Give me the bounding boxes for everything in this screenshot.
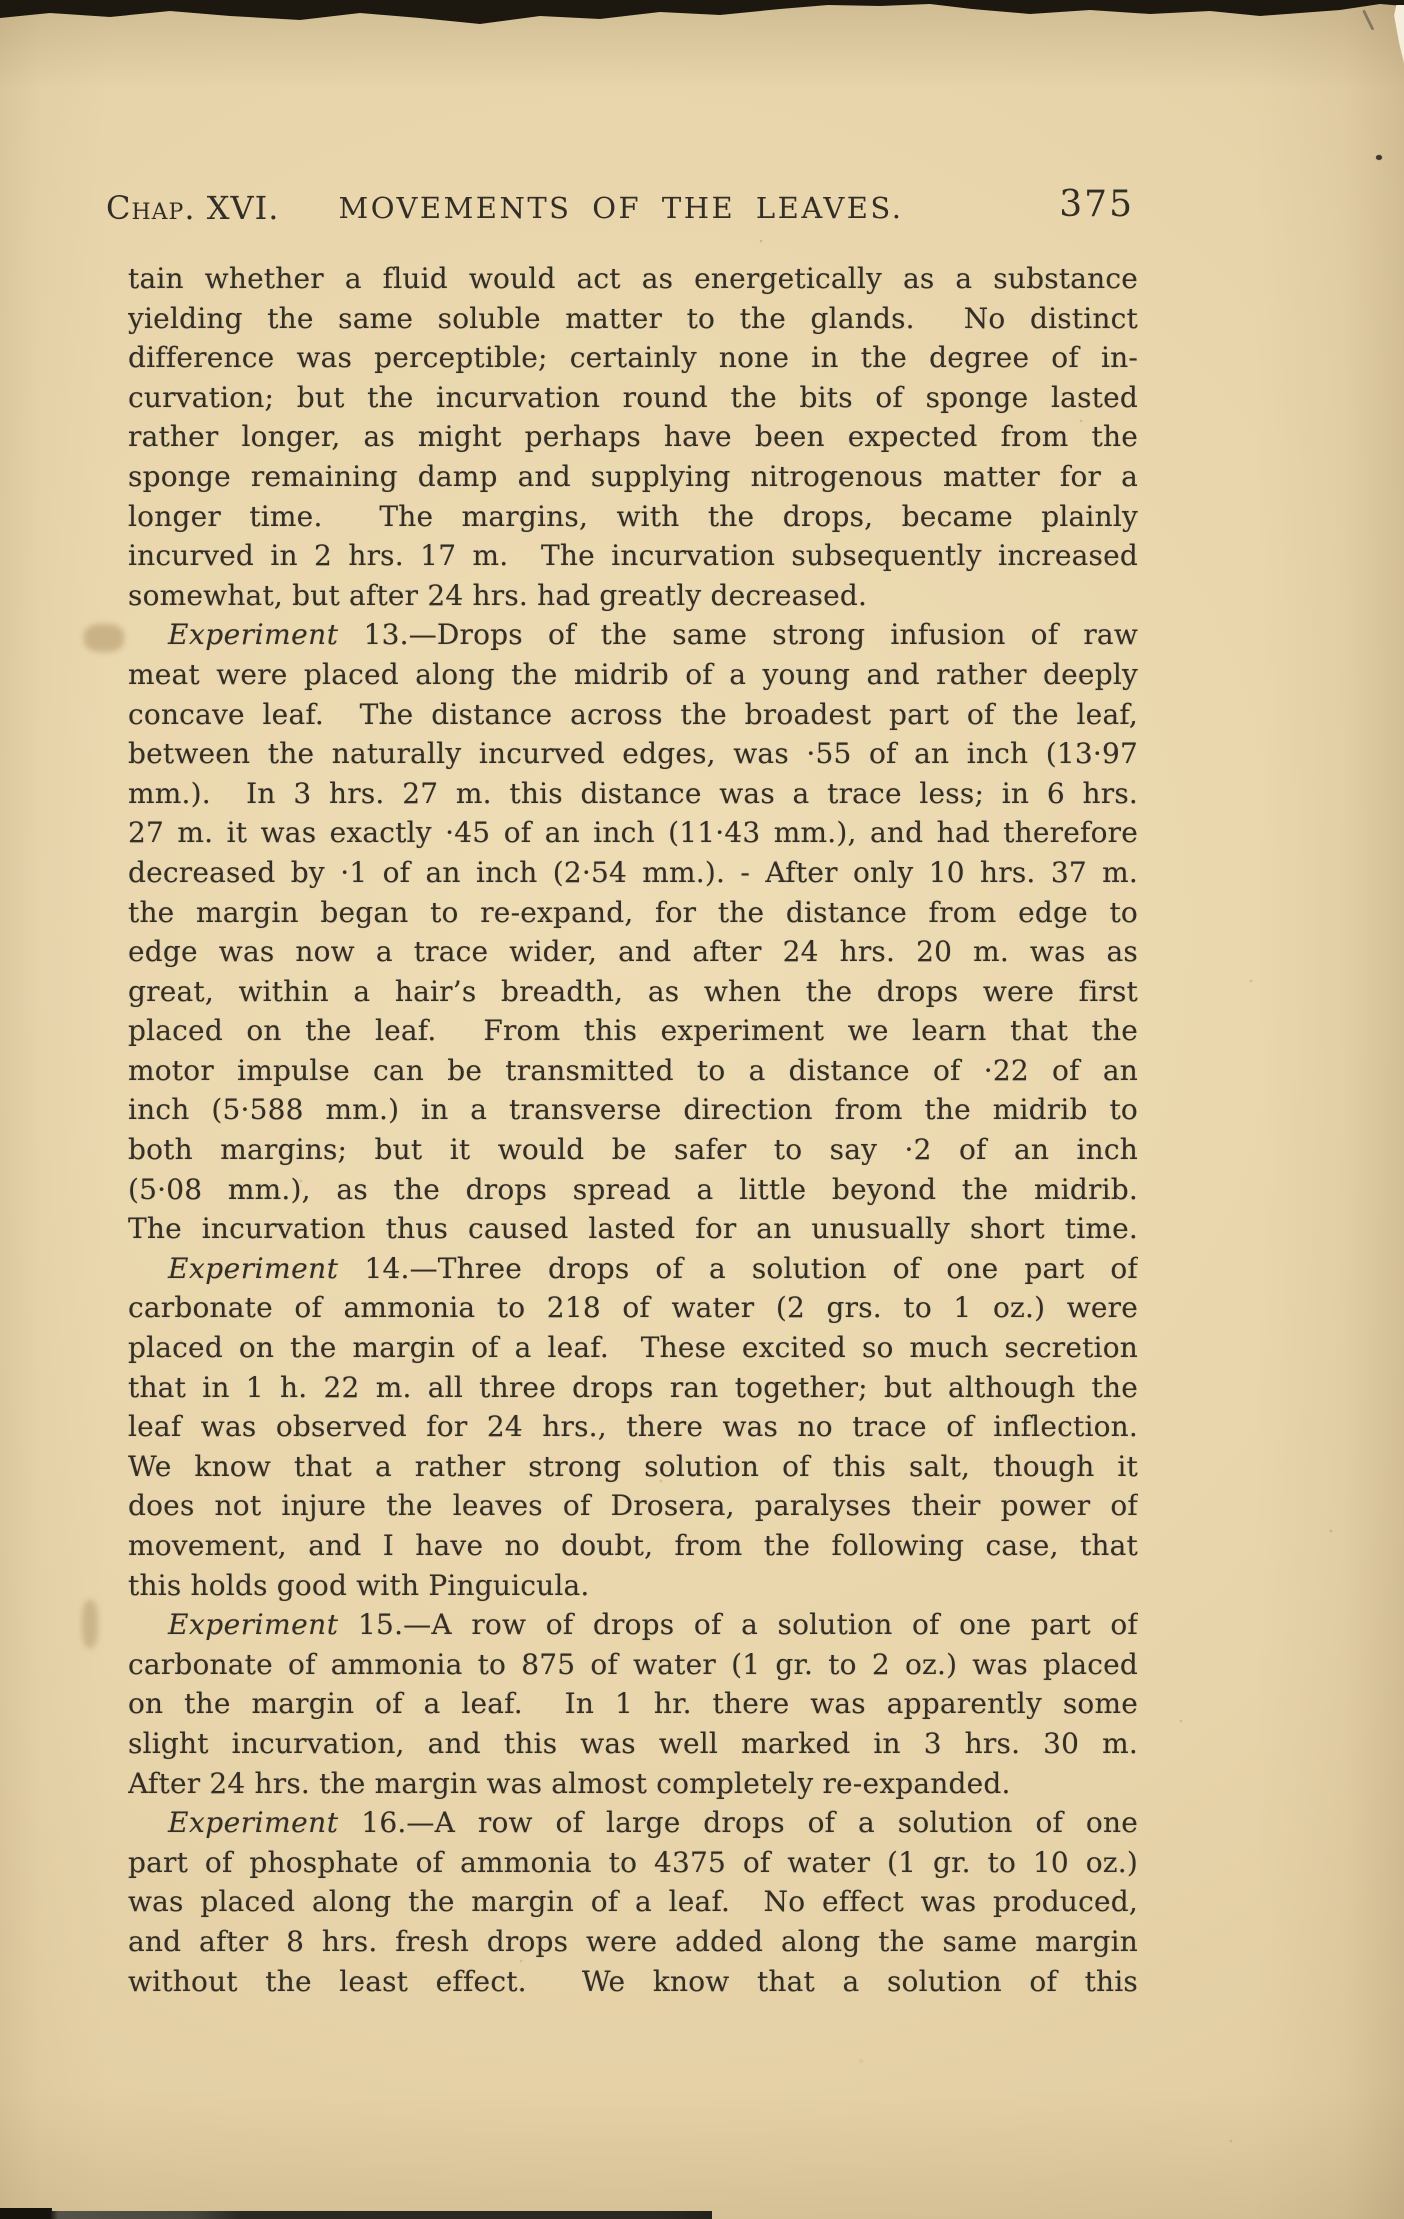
text-line: somewhat, but after 24 hrs. had greatly decreased. xyxy=(128,578,868,612)
text-line: curvation; but the incurvation round the bits of sponge lasted xyxy=(128,380,1138,414)
text-line: sponge remaining damp and supplying nitrogenous matter for a xyxy=(128,459,1138,493)
text-line: placed on the leaf. From this experiment we learn that the xyxy=(128,1014,1138,1048)
text-line: was placed along the margin of a leaf. No effect was produced, xyxy=(128,1885,1138,1919)
text-line: Experiment 13.—Drops of the same strong infusion of raw xyxy=(168,618,1138,652)
text-line: placed on the margin of a leaf. These excited so much secretion xyxy=(128,1331,1138,1365)
experiment-label: Experiment xyxy=(168,1251,339,1285)
text-line: part of phosphate of ammonia to 4375 of water (1 gr. to 10 oz.) xyxy=(128,1845,1138,1879)
text-line: carbonate of ammonia to 218 of water (2 grs. to 1 oz.) were xyxy=(128,1291,1138,1325)
text-line: difference was perceptible; certainly none in the degree of in- xyxy=(128,341,1138,375)
paragraph xyxy=(128,1249,1138,1605)
paragraph xyxy=(128,1803,1138,2001)
experiment-label: Experiment xyxy=(168,618,339,652)
page-header xyxy=(106,186,1136,226)
text-line: inch (5·588 mm.) in a transverse direction from the midrib to xyxy=(128,1093,1138,1127)
text-line: incurved in 2 hrs. 17 m. The incurvation subsequently increased xyxy=(128,539,1138,573)
ink-spot xyxy=(1376,155,1382,160)
margin-smudge xyxy=(82,1600,98,1648)
page-number: 375 xyxy=(1059,184,1134,225)
running-title: MOVEMENTS OF THE LEAVES. xyxy=(338,191,904,225)
text-line: tain whether a fluid would act as energetically as a substance xyxy=(128,262,1138,295)
text-line: (5·08 mm.), as the drops spread a little beyond the midrib. xyxy=(128,1172,1138,1206)
text-line: 27 m. it was exactly ·45 of an inch (11·43 mm.), and had therefore xyxy=(128,816,1138,850)
text-line: The incurvation thus caused lasted for an unusually short time. xyxy=(128,1212,1138,1246)
text-line: edge was now a trace wider, and after 24 hrs. 20 m. was as xyxy=(128,935,1138,969)
experiment-label: Experiment xyxy=(168,1608,339,1642)
text-line: carbonate of ammonia to 875 of water (1 gr. to 2 oz.) was placed xyxy=(128,1647,1138,1681)
text-line: longer time. The margins, with the drops, became plainly xyxy=(128,499,1138,533)
text-line: great, within a hair’s breadth, as when the drops were first xyxy=(128,974,1138,1008)
text-line: motor impulse can be transmitted to a distance of ·22 of an xyxy=(128,1053,1138,1087)
text-line: without the least effect. We know that a solution of this xyxy=(128,1964,1138,1998)
paragraph xyxy=(128,1605,1138,1803)
page-body xyxy=(128,259,1138,2001)
text-line: this holds good with Pinguicula. xyxy=(128,1568,590,1602)
scan-edge-top xyxy=(0,0,1404,40)
text-line: We know that a rather strong solution of this salt, though it xyxy=(128,1449,1138,1483)
margin-smudge xyxy=(84,624,124,652)
paragraph xyxy=(128,259,1138,615)
text-line: Experiment 15.—A row of drops of a solution of one part of xyxy=(168,1608,1138,1642)
text-line: concave leaf. The distance across the broadest part of the leaf, xyxy=(128,697,1138,731)
text-line: movement, and I have no doubt, from the following case, that xyxy=(128,1529,1138,1562)
chapter-label: Chap. XVI. xyxy=(106,189,280,227)
page-corner-highlight xyxy=(1393,5,1404,63)
text-line: After 24 hrs. the margin was almost completely re-expanded. xyxy=(128,1766,1011,1800)
paragraph xyxy=(128,615,1138,1249)
text-line: between the naturally incurved edges, was ·55 of an inch (13·97 xyxy=(128,737,1138,771)
text-line: the margin began to re-expand, for the distance from edge to xyxy=(128,895,1138,929)
text-line: meat were placed along the midrib of a young and rather deeply xyxy=(128,657,1138,691)
text-line: yielding the same soluble matter to the glands. No distinct xyxy=(128,301,1138,335)
text-line: decreased by ·1 of an inch (2·54 mm.). - After only 10 hrs. 37 m. xyxy=(128,855,1138,889)
text-line: mm.). In 3 hrs. 27 m. this distance was a trace less; in 6 hrs. xyxy=(128,776,1138,810)
text-line: does not injure the leaves of Drosera, paralyses their power of xyxy=(128,1489,1138,1523)
text-line: both margins; but it would be safer to say ·2 of an inch xyxy=(128,1133,1138,1167)
text-line: that in 1 h. 22 m. all three drops ran together; but although the xyxy=(128,1370,1138,1404)
text-line: slight incurvation, and this was well marked in 3 hrs. 30 m. xyxy=(128,1726,1138,1760)
text-line: on the margin of a leaf. In 1 hr. there was apparently some xyxy=(128,1687,1138,1721)
text-line: Experiment 14.—Three drops of a solution of one part of xyxy=(168,1251,1138,1285)
text-line: and after 8 hrs. fresh drops were added along the same margin xyxy=(128,1924,1138,1958)
text-line: leaf was observed for 24 hrs., there was no trace of inflection. xyxy=(128,1410,1138,1444)
text-line: Experiment 16.—A row of large drops of a solution of one xyxy=(168,1806,1138,1840)
experiment-label: Experiment xyxy=(168,1806,339,1840)
pencil-check-mark xyxy=(1362,3,1387,30)
scan-edge-bottom xyxy=(0,2208,712,2219)
text-line: rather longer, as might perhaps have been expected from the xyxy=(128,420,1138,454)
